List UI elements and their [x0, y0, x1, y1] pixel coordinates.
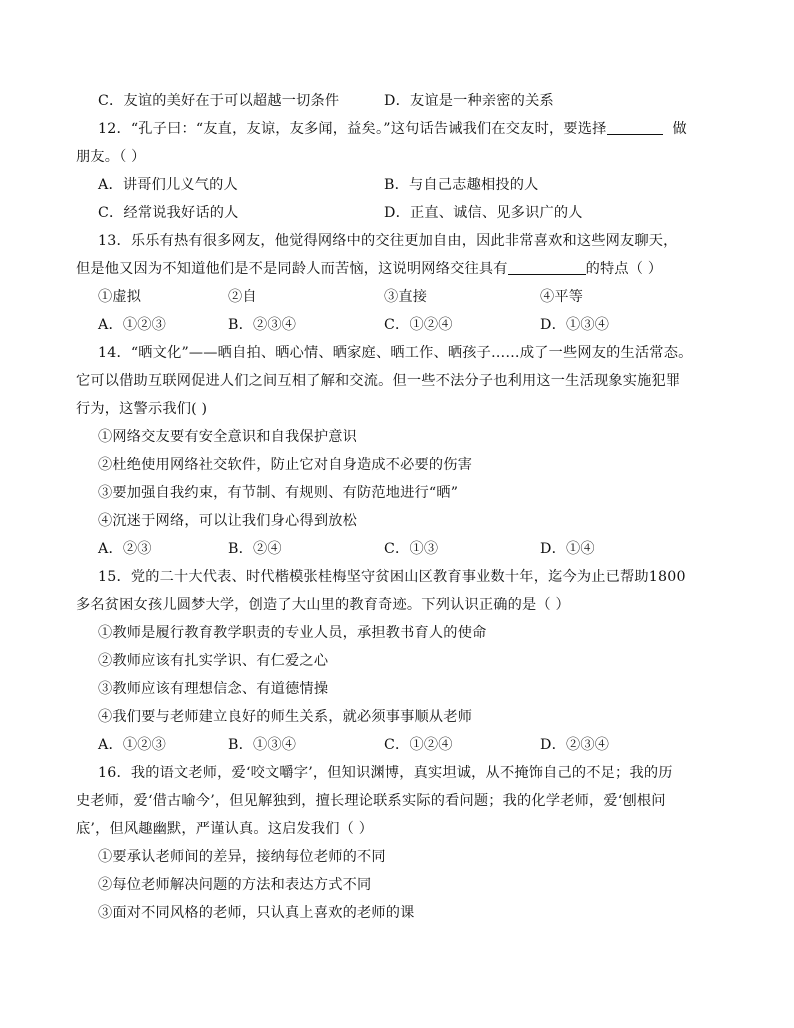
- q12-option-b: B．与自己志趣相投的人: [384, 177, 539, 193]
- q15-item-3: ③教师应该有理想信念、有道德情操: [98, 681, 329, 697]
- q13-stem: 13．乐乐有热有很多网友，他觉得网络中的交往更加自由，因此非常喜欢和这些网友聊天，: [98, 233, 678, 249]
- q14-option-c: C．①③: [384, 541, 439, 557]
- q12-option-d: D．正直、诚信、见多识广的人: [384, 205, 583, 221]
- q12-stem: [98, 120, 687, 138]
- q13-option-b: B．②③④: [228, 317, 297, 333]
- q16-stem: 16．我的语文老师，爱‘咬文嚼字’，但知识渊博，真实坦诚，从不掩饰自己的不足；我的历: [98, 765, 673, 781]
- q12-stem-tail: 做: [672, 121, 687, 137]
- q11-option-c: C．友谊的美好在于可以超越一切条件: [98, 93, 340, 109]
- q14-stem-line2: 它可以借助互联网促进人们之间互相了解和交流。但一些不法分子也利用这一生活现象实施犯罪: [76, 373, 681, 389]
- q13-item-2: ②自: [228, 289, 257, 305]
- q16-item-2: ②每位老师解决问题的方法和表达方式不同: [98, 877, 372, 893]
- q12-stem-line2: 朋友。（ ）: [76, 149, 146, 165]
- q15-stem-line2: 多名贫困女孩儿圆梦大学，创造了大山里的教育奇迹。下列认识正确的是（ ）: [76, 597, 570, 613]
- q12-answer-blank: [607, 120, 663, 135]
- q11-option-d: D．友谊是一种亲密的关系: [384, 93, 554, 109]
- q14-option-d: D．①④: [540, 541, 595, 557]
- q13-stem-text: 但是他又因为不知道他们是不是同龄人而苦恼，这说明网络交往具有: [76, 261, 508, 277]
- q15-item-4: ④我们要与老师建立良好的师生关系，就必须事事顺从老师: [98, 709, 473, 725]
- q14-stem-line3: 行为，这警示我们( ): [76, 401, 208, 417]
- q13-item-3: ③直接: [384, 289, 428, 305]
- q13-stem-tail: 的特点（ ）: [585, 261, 663, 277]
- q15-option-c: C．①②④: [384, 737, 453, 753]
- q13-item-4: ④平等: [540, 289, 584, 305]
- q12-stem-text: 12．“孔子曰：“友直，友谅，友多闻，益矣。”这句话告诫我们在交友时，要选择: [98, 121, 607, 137]
- q13-option-c: C．①②④: [384, 317, 453, 333]
- q14-item-4: ④沉迷于网络，可以让我们身心得到放松: [98, 513, 357, 529]
- q14-item-2: ②杜绝使用网络社交软件，防止它对自身造成不必要的伤害: [98, 457, 473, 473]
- q15-option-a: A．①②③: [98, 737, 166, 753]
- q16-stem-line3: 底’，但风趣幽默，严谨认真。这启发我们（ ）: [76, 821, 374, 837]
- q16-item-3: ③面对不同风格的老师，只认真上喜欢的老师的课: [98, 905, 415, 921]
- q12-option-c: C．经常说我好话的人: [98, 205, 239, 221]
- q13-item-1: ①虚拟: [98, 289, 142, 305]
- q13-stem-line2: [76, 260, 662, 278]
- q16-stem-line2: 史老师，爱‘借古喻今’，但见解独到，擅长理论联系实际的看问题；我的化学老师，爱‘刨根问: [76, 793, 666, 809]
- q14-item-1: ①网络交友要有安全意识和自我保护意识: [98, 429, 357, 445]
- q13-option-d: D．①③④: [540, 317, 610, 333]
- q13-answer-blank: [508, 260, 586, 275]
- q16-item-1: ①要承认老师间的差异，接纳每位老师的不同: [98, 849, 386, 865]
- q15-option-b: B．①③④: [228, 737, 297, 753]
- q14-option-a: A．②③: [98, 541, 152, 557]
- q15-item-1: ①教师是履行教育教学职责的专业人员，承担教书育人的使命: [98, 625, 487, 641]
- q14-option-b: B．②④: [228, 541, 282, 557]
- q13-option-a: A．①②③: [98, 317, 166, 333]
- q14-item-3: ③要加强自我约束，有节制、有规则、有防范地进行“晒”: [98, 485, 459, 501]
- q14-stem: 14．“晒文化”——晒自拍、晒心情、晒家庭、晒工作、晒孩子……成了一些网友的生活常态。: [98, 345, 693, 361]
- q15-item-2: ②教师应该有扎实学识、有仁爱之心: [98, 653, 329, 669]
- q15-stem: 15．党的二十大代表、时代楷模张桂梅坚守贫困山区教育事业数十年，迄今为止已帮助1800: [98, 569, 686, 585]
- q15-option-d: D．②③④: [540, 737, 610, 753]
- q12-option-a: A．讲哥们儿义气的人: [98, 177, 238, 193]
